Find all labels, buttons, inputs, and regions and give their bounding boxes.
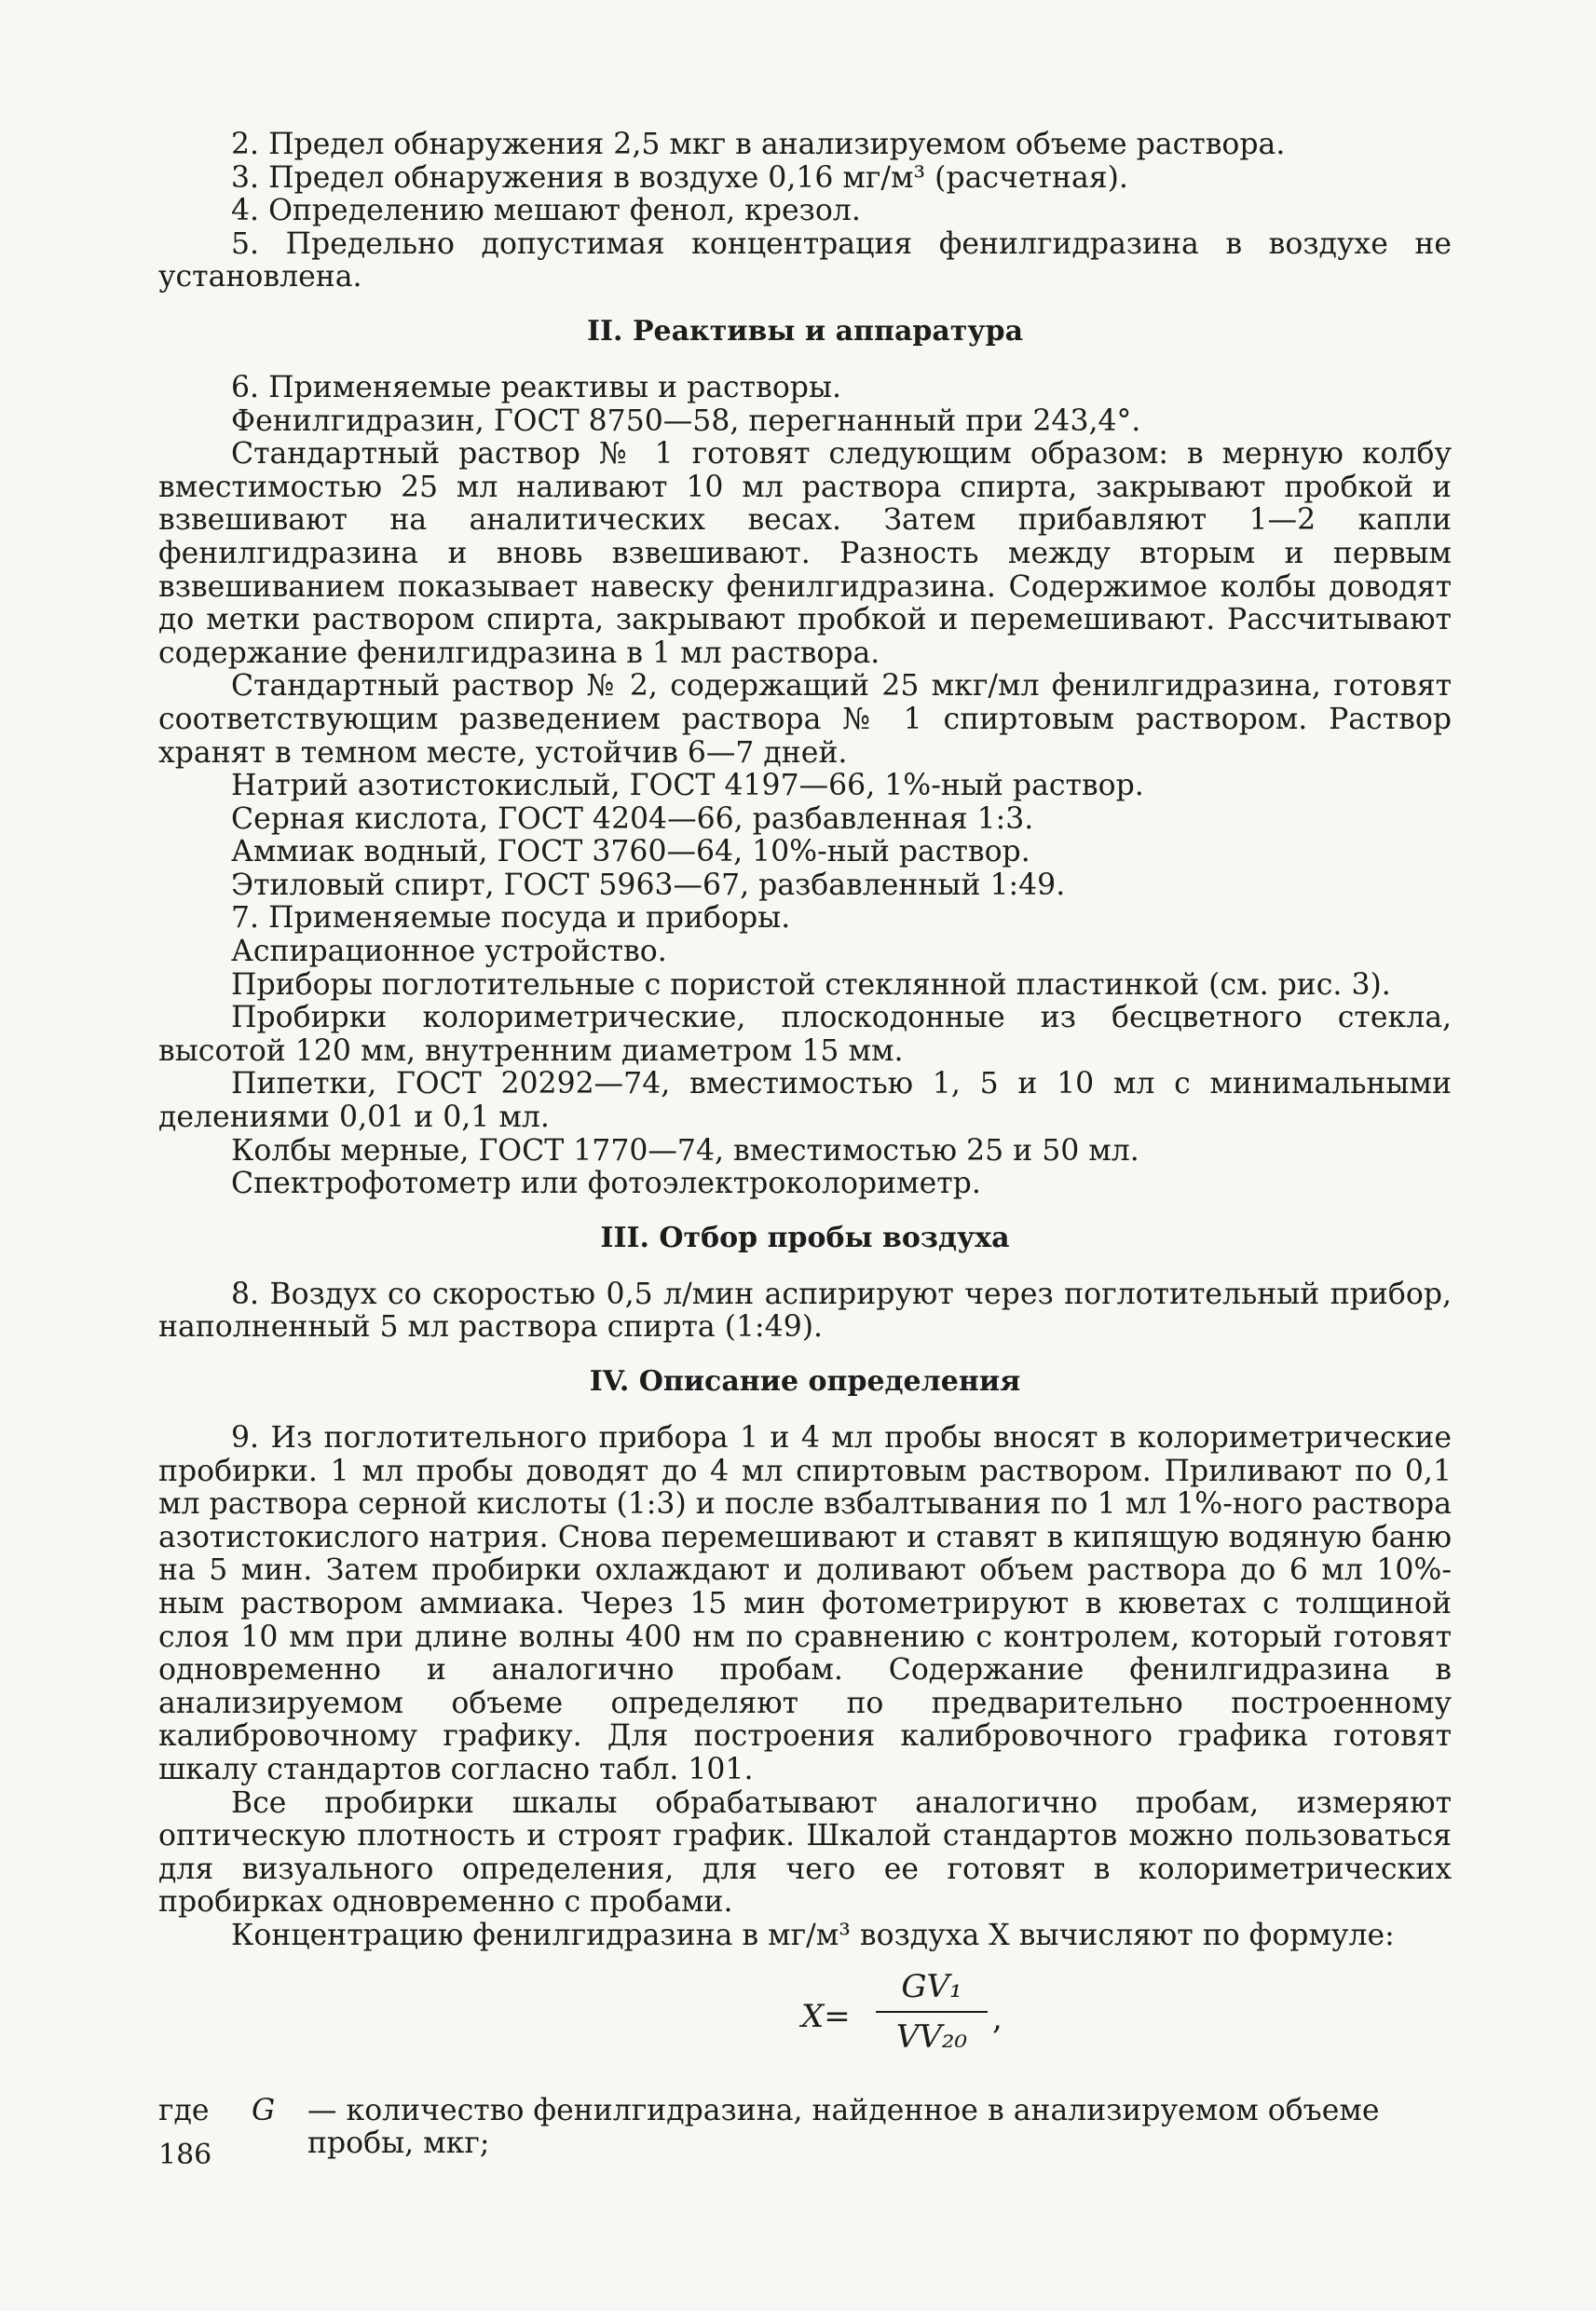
s2-para-6: Аммиак водный, ГОСТ 3760—64, 10%-ный раствор.	[231, 835, 1030, 869]
s2-para-13: Колбы мерные, ГОСТ 1770—74, вместимостью 25 и 50 мл.	[231, 1133, 1139, 1168]
formula-denominator: VV₂₀	[895, 2017, 968, 2056]
s2-para-11: Пробирки колориметрические, плоскодонные из бесцветного стекла, высотой 120 мм, внутренним диаметром 15 мм.	[158, 1001, 1452, 1068]
s2-para-0: 6. Применяемые реактивы и растворы.	[231, 370, 842, 404]
item-5: 5. Предельно допустимая концентрация фенилгидразина в воздухе не установлена.	[158, 226, 1452, 294]
s2-para-12: Пипетки, ГОСТ 20292—74, вместимостью 1, 5 и 10 мл с минимальными делениями 0,01 и 0,1 мл.	[158, 1067, 1452, 1135]
s2-para-5: Серная кислота, ГОСТ 4204—66, разбавленная 1:3.	[231, 801, 1034, 836]
s2-para-9: Аспирационное устройство.	[231, 935, 667, 969]
fraction-bar	[876, 2011, 988, 2013]
formula-trail: ,	[992, 1999, 1003, 2037]
s2-para-3: Стандартный раствор № 2, содержащий 25 мкг/мл фенилгидразина, готовят соответствующим разведением раствора № 1 спиртовым раствором. Раствор хранят в темном месте, устойчив 6—7 дней.	[158, 669, 1452, 770]
section-4-title: IV. Описание определения	[589, 1365, 1021, 1398]
formula	[158, 1961, 1452, 2091]
s2-para-7: Этиловый спирт, ГОСТ 5963—67, разбавленный 1:49.	[231, 868, 1066, 902]
s3-para-0: 8. Воздух со скоростью 0,5 л/мин аспирируют через поглотительный прибор, наполненный 5 мл раствора спирта (1:49).	[158, 1277, 1452, 1345]
s2-para-10: Приборы поглотительные с пористой стеклянной пластинкой (см. рис. 3).	[231, 967, 1391, 1002]
formula-numerator: GV₁	[901, 1967, 962, 2005]
s2-para-8: 7. Применяемые посуда и приборы.	[231, 901, 791, 936]
s4-para-1: Все пробирки шкалы обрабатывают аналогично пробам, измеряют оптическую плотность и строят график. Шкалой стандартов можно пользоваться для визуального определения, для чего ее готовят в колориметрических пробирках одновременно с пробами.	[158, 1785, 1452, 1920]
s2-para-1: Фенилгидразин, ГОСТ 8750—58, перегнанный при 243,4°.	[231, 403, 1141, 438]
formula-lhs: X=	[801, 1997, 851, 2035]
page-number: 186	[158, 2139, 212, 2171]
s2-para-4: Натрий азотистокислый, ГОСТ 4197—66, 1%-ный раствор.	[231, 769, 1144, 803]
section-3-title: III. Отбор пробы воздуха	[600, 1221, 1010, 1254]
formula-fraction	[876, 1968, 988, 2056]
where-text: — количество фенилгидразина, найденное в анализируемом объеме пробы, мкг;	[307, 2093, 1380, 2161]
s4-para-2: Концентрацию фенилгидразина в мг/м³ воздуха X вычисляют по формуле:	[231, 1918, 1395, 1952]
s2-para-2: Стандартный раствор № 1 готовят следующим образом: в мерную колбу вместимостью 25 мл наливают 10 мл раствора спирта, закрывают пробкой и взвешивают на аналитических весах. Затем прибавляют 1—2 капли фенилгидразина и вновь взвешивают. Разность между вторым и первым взвешиванием показывает навеску фенилгидразина. Содержимое колбы доводят до метки раствором спирта, закрывают пробкой и перемешивают. Рассчитывают содержание фенилгидразина в 1 мл раствора.	[158, 437, 1452, 670]
section-2-title: II. Реактивы и аппаратура	[586, 314, 1024, 348]
s2-para-14: Спектрофотометр или фотоэлектроколориметр.	[231, 1167, 981, 1201]
where-symbol: G	[252, 2093, 276, 2127]
where-list	[158, 2095, 1452, 2161]
s4-para-0: 9. Из поглотительного прибора 1 и 4 мл пробы вносят в колориметрические пробирки. 1 мл пробы доводят до 4 мл спиртовым раствором. Приливают по 0,1 мл раствора серной кислоты (1:3) и после взбалтывания по 1 мл 1%-ного раствора азотистокислого натрия. Снова перемешивают и ставят в кипящую водяную баню на 5 мин. Затем пробирки охлаждают и доливают объем раствора до 6 мл 10%-ным раствором аммиака. Через 15 мин фотометрируют в кюветах с толщиной слоя 10 мм при длине волны 400 нм по сравнению с контролем, который готовят одновременно и аналогично пробам. Содержание фенилгидразина в анализируемом объеме определяют по предварительно построенному калибровочному графику. Для построения калибровочного графика готовят шкалу стандартов согласно табл. 101.	[158, 1421, 1452, 1786]
item-2: 2. Предел обнаружения 2,5 мкг в анализируемом объеме раствора.	[231, 128, 1286, 161]
item-4: 4. Определению мешают фенол, крезол.	[231, 194, 861, 228]
where-prefix: где	[158, 2093, 210, 2127]
item-3: 3. Предел обнаружения в воздухе 0,16 мг/м³ (расчетная).	[231, 160, 1128, 195]
